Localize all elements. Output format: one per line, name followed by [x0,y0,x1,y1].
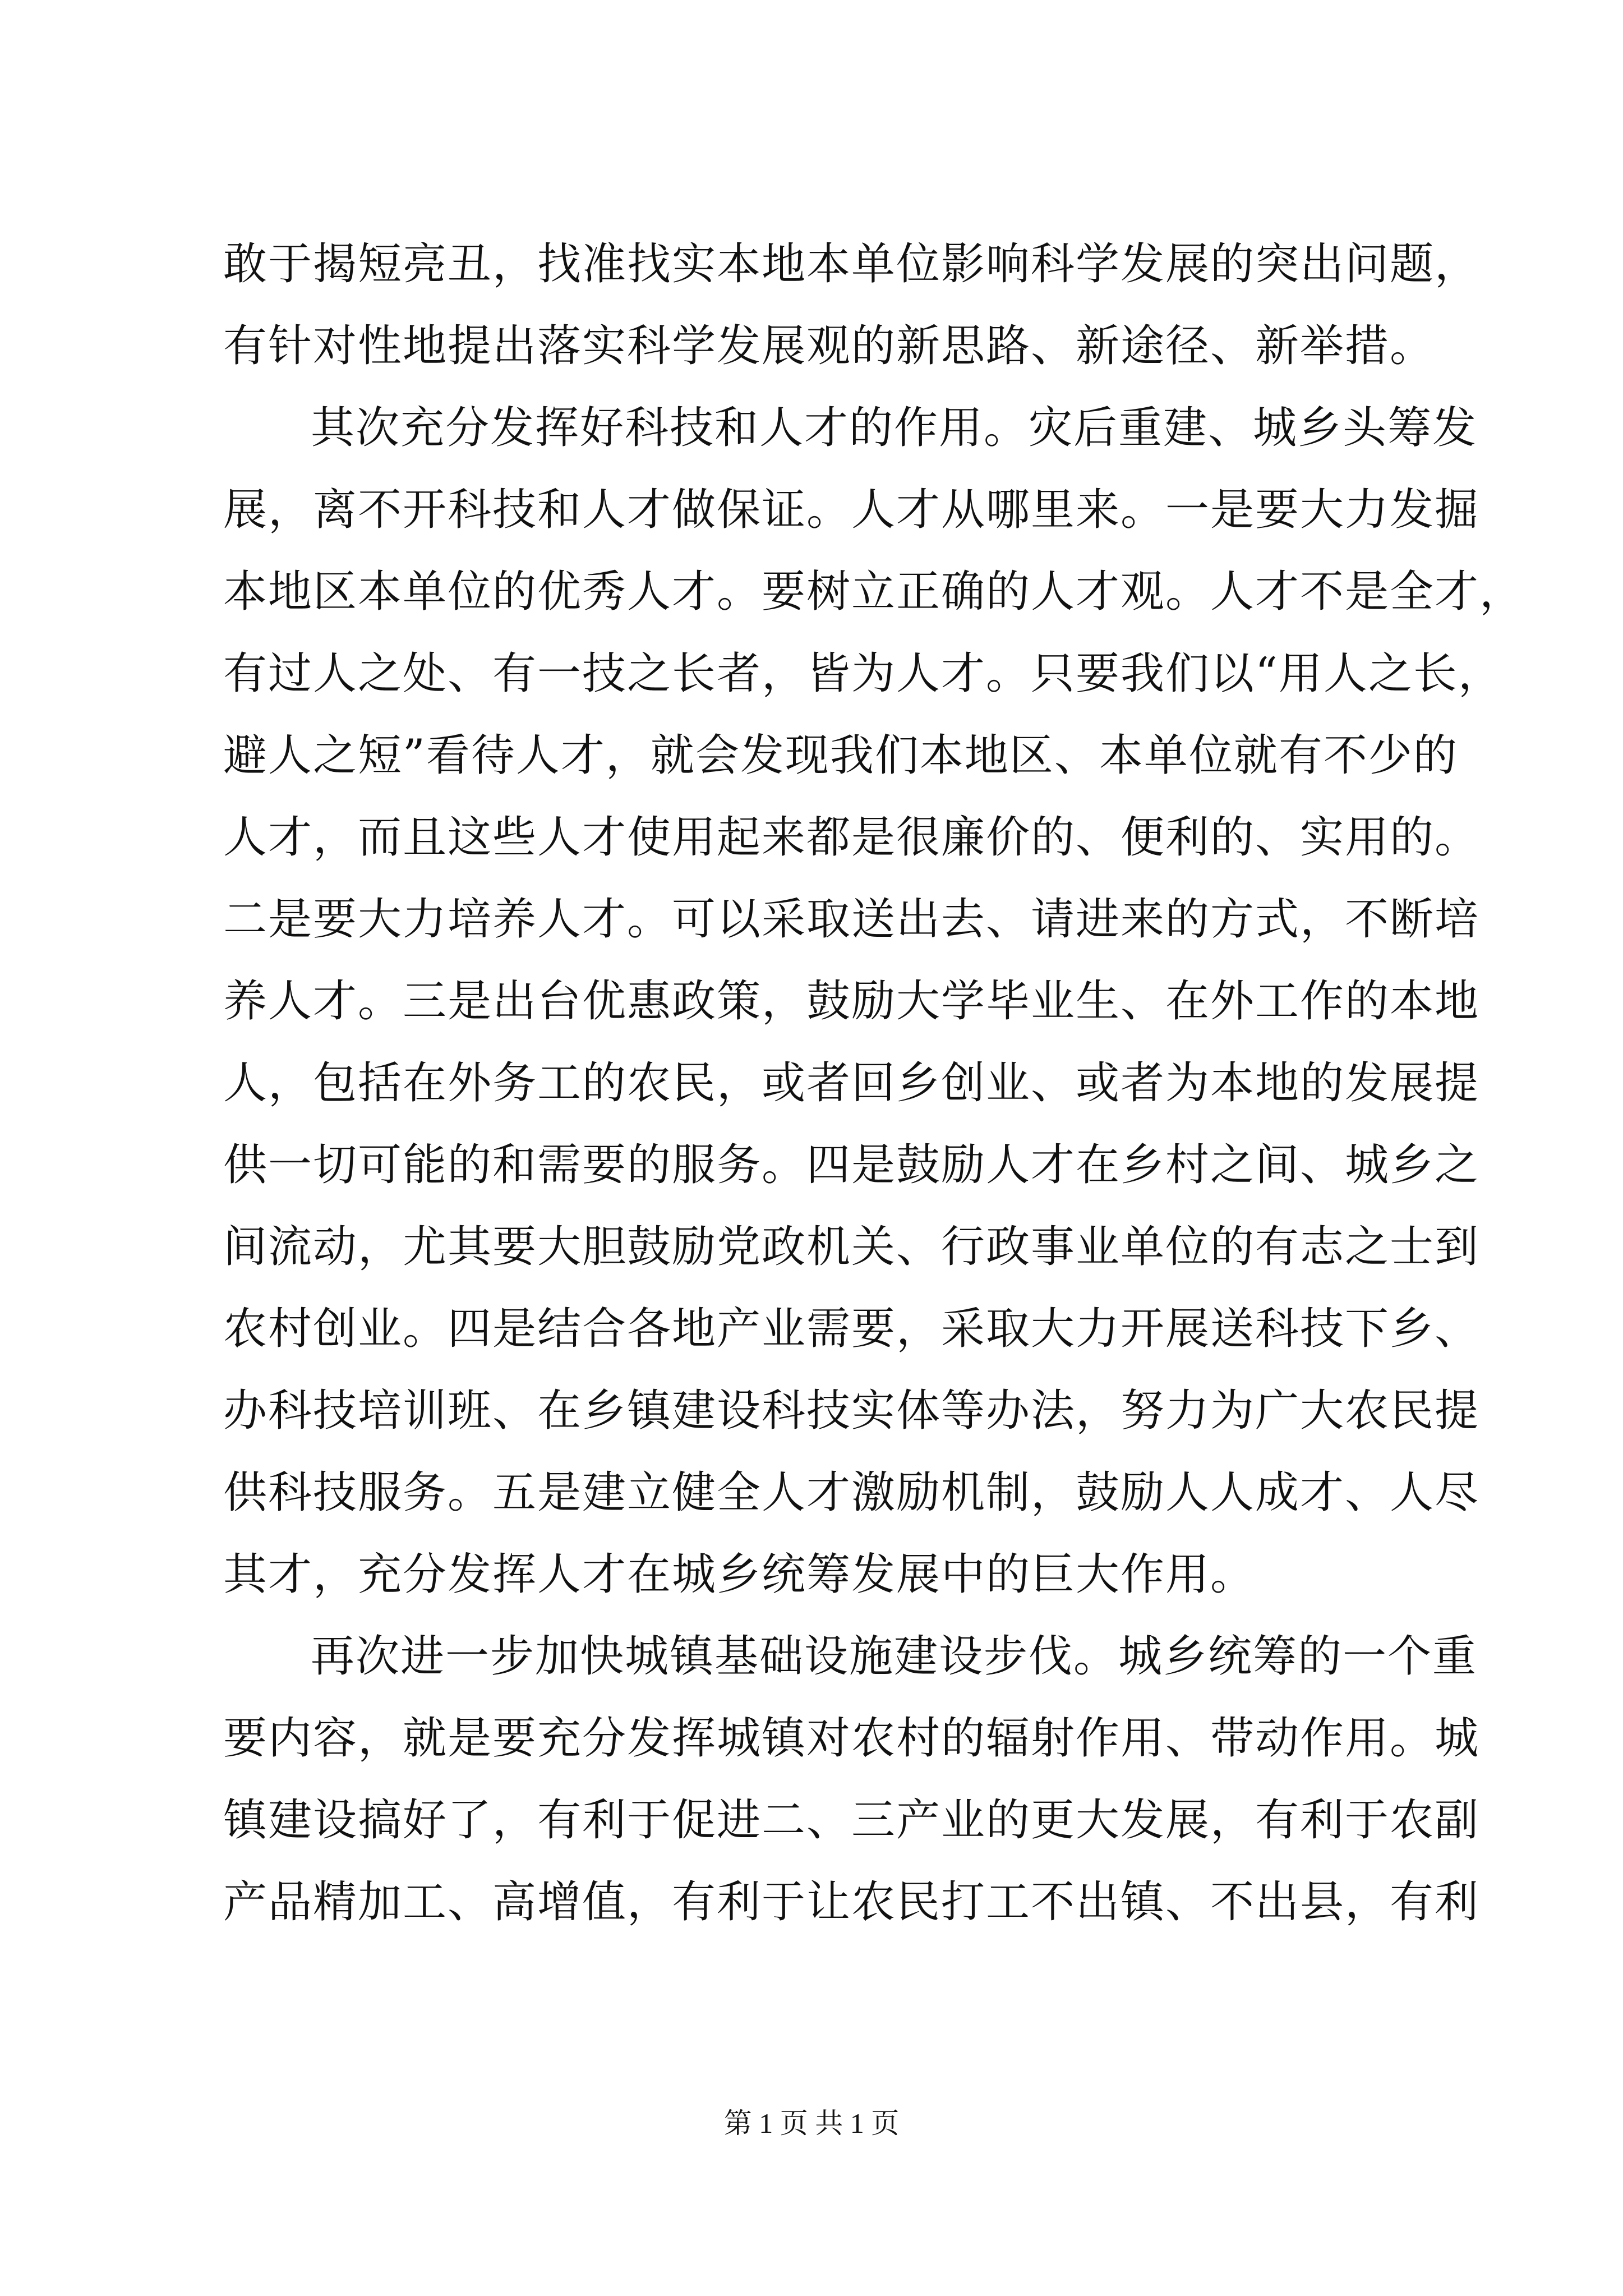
text-line: 农村创业。四是结合各地产业需要，采取大力开展送科技下乡、 [223,1304,1480,1354]
text-line: 展，离不开科技和人才做保证。人才从哪里来。一是要大力发掘 [223,485,1480,535]
text-line: 人，包括在外务工的农民，或者回乡创业、或者为本地的发展提 [223,1058,1480,1108]
text-line-indented: 再次进一步加快城镇基础设施建设步伐。城乡统筹的一个重 [311,1631,1478,1682]
text-line: 有过人之处、有一技之长者，皆为人才。只要我们以“用人之长， [223,648,1503,699]
text-line: 敢于揭短亮丑，找准找实本地本单位影响科学发展的突出问题， [223,239,1480,289]
text-line: 其才，充分发挥人才在城乡统筹发展中的巨大作用。 [223,1549,1256,1600]
text-line: 养人才。三是出台优惠政策，鼓励大学毕业生、在外工作的本地 [223,976,1480,1027]
text-line: 产品精加工、高增值，有利于让农民打工不出镇、不出县，有利 [223,1877,1480,1927]
text-line: 间流动，尤其要大胆鼓励党政机关、行政事业单位的有志之士到 [223,1222,1480,1272]
text-line: 避人之短”看待人才，就会发现我们本地区、本单位就有不少的 [223,730,1458,781]
text-line-indented: 其次充分发挥好科技和人才的作用。灾后重建、城乡头筹发 [311,403,1478,453]
text-line: 二是要大力培养人才。可以采取送出去、请进来的方式，不断培 [223,894,1480,945]
page-footer [0,2106,1623,2140]
page-number-label: 第 1 页 共 1 页 [723,2108,900,2139]
text-line: 要内容，就是要充分发挥城镇对农村的辐射作用、带动作用。城 [223,1713,1480,1764]
text-line: 办科技培训班、在乡镇建设科技实体等办法，努力为广大农民提 [223,1386,1480,1436]
text-line: 本地区本单位的优秀人才。要树立正确的人才观。人才不是全才， [223,567,1525,617]
text-line: 供科技服务。五是建立健全人才激励机制，鼓励人人成才、人尽 [223,1467,1480,1518]
text-line: 有针对性地提出落实科学发展观的新思路、新途径、新举措。 [223,321,1435,371]
text-line: 供一切可能的和需要的服务。四是鼓励人才在乡村之间、城乡之 [223,1140,1480,1190]
text-line: 人才，而且这些人才使用起来都是很廉价的、便利的、实用的。 [223,812,1480,863]
text-line: 镇建设搞好了，有利于促进二、三产业的更大发展，有利于农副 [223,1795,1480,1846]
document-body [223,223,1525,1943]
